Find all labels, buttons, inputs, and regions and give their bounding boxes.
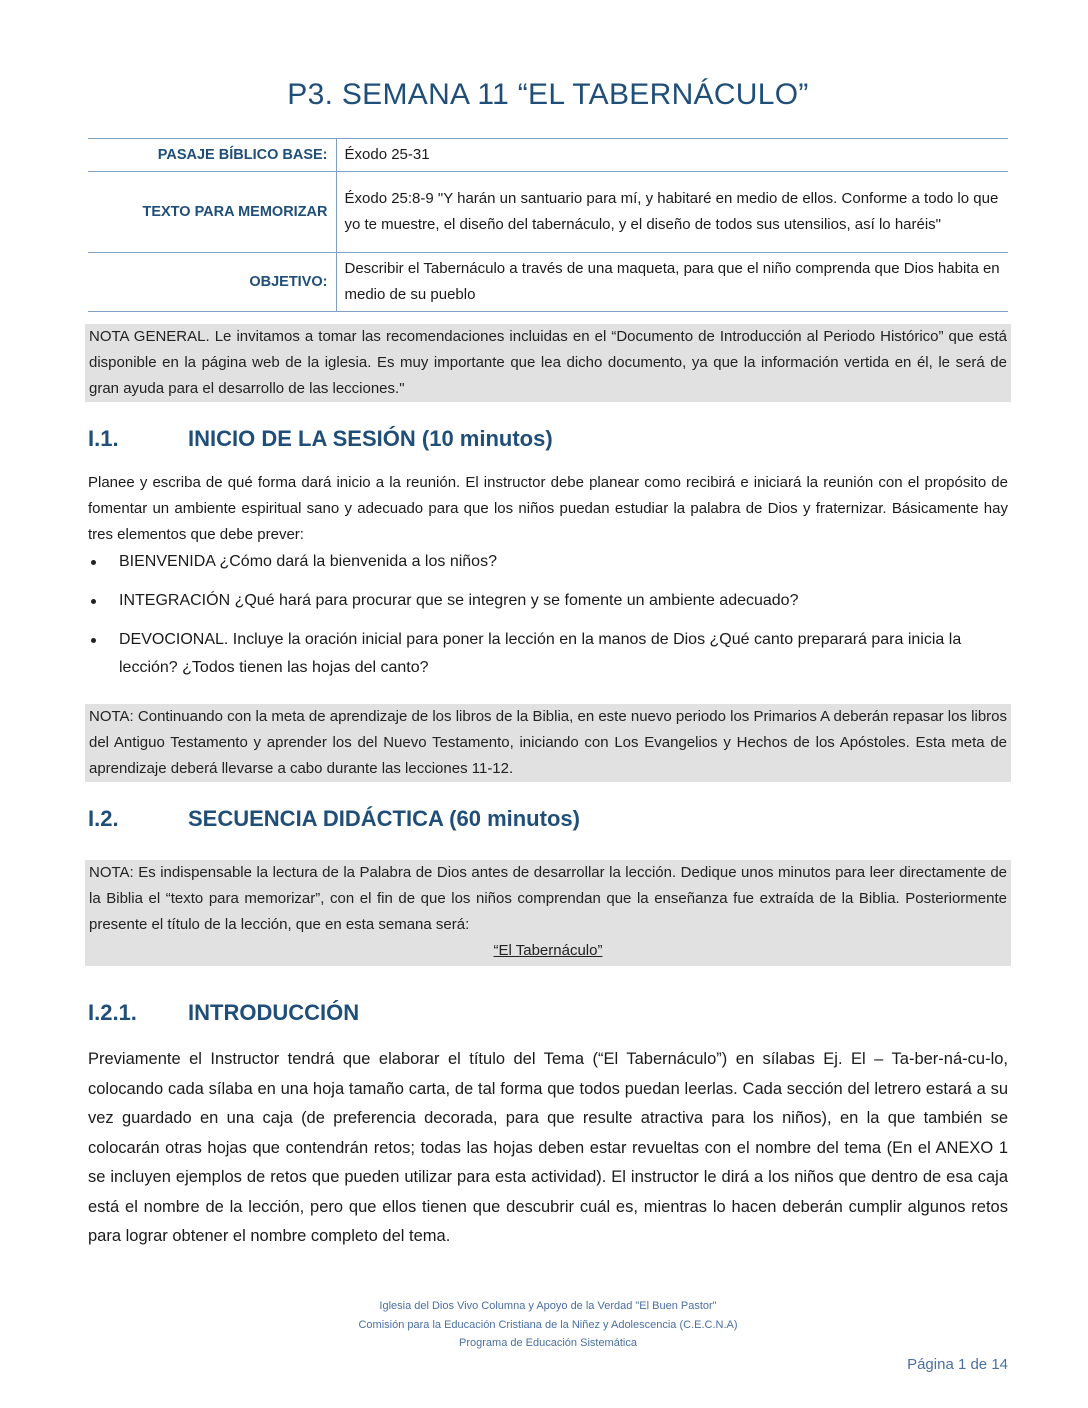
section-heading-inicio: [88, 426, 1008, 452]
introduction-paragraph: Previamente el Instructor tendrá que elaborar el título del Tema (“El Tabernáculo”) en sílabas Ej. El – Ta-ber-ná-cu-lo, colocando cada sílaba en una hoja tamaño carta, de tal forma que todos puedan leerlas. Cada sección del letrero estará a su vez guardado en una caja (de preferencia decorada, para que resulte atractiva para los niños), en la que también se colocarán otras hojas que contendrán retos; todas las hojas deben estar revueltas con el nombre del tema (En el ANEXO 1 se incluyen ejemplos de retos que pueden utilizar para esta actividad). El instructor le dirá a los niños que dentro de esa caja está el nombre de la lección, pero que ellos tienen que descubrir cuál es, mientras lo hacen deberán cumplir algunos retos para lograr obtener el nombre completo del tema.: [88, 1050, 1008, 1245]
books-note-text: NOTA: Continuando con la meta de aprendizaje de los libros de la Biblia, en este nuevo periodo los Primarios A deberán repasar los libros del Antiguo Testamento y aprender los del Nuevo Testamento, iniciando con Los Evangelios y Hechos de los Apóstoles. Esta meta de aprendizaje deberá llevarse a cabo durante las lecciones 11-12.: [89, 708, 1007, 777]
footer-church: Iglesia del Dios Vivo Columna y Apoyo de la Verdad "El Buen Pastor": [379, 1300, 717, 1312]
memory-text-label: TEXTO PARA MEMORIZAR: [88, 172, 336, 253]
memory-text-value: Éxodo 25:8-9 "Y harán un santuario para mí, y habitaré en medio de ellos. Conforme a todo lo que yo te muestre, el diseño del tabernáculo, y el diseño de todos sus utensilios, así lo haréis": [336, 172, 1008, 253]
list-item: DEVOCIONAL. Incluye la oración inicial para poner la lección en la manos de Dios ¿Qué canto preparará para inicia la lección? ¿Todos tienen las hojas del canto?: [88, 626, 1008, 682]
section-title: INTRODUCCIÓN: [188, 1000, 360, 1025]
footer-program: Programa de Educación Sistemática: [459, 1337, 637, 1349]
bullet-icon: [91, 638, 96, 643]
general-note-text: NOTA GENERAL. Le invitamos a tomar las recomendaciones incluidas en el “Documento de Introducción al Periodo Histórico” que está disponible en la página web de la iglesia. Es muy importante que lea dicho documento, ya que la información vertida en él, le será de gran ayuda para el desarrollo de las lecciones.": [89, 328, 1007, 397]
lesson-info-table: [88, 138, 1008, 312]
section-number: I.2.: [88, 806, 119, 831]
section-number: I.2.1.: [88, 1000, 137, 1025]
passage-label: PASAJE BÍBLICO BASE:: [88, 139, 336, 172]
page-number: Página 1 de 14: [907, 1356, 1008, 1373]
elements-list: [88, 548, 1008, 693]
list-item: INTEGRACIÓN ¿Qué hará para procurar que se integren y se fomente un ambiente adecuado?: [88, 587, 1008, 615]
bullet-icon: [91, 560, 96, 565]
section-title: SECUENCIA DIDÁCTICA (60 minutos): [188, 806, 580, 831]
general-note: [85, 324, 1011, 402]
bullet-icon: [91, 599, 96, 604]
table-row: [88, 139, 1008, 172]
passage-value: Éxodo 25-31: [336, 139, 1008, 172]
section-title: INICIO DE LA SESIÓN (10 minutos): [188, 426, 553, 451]
section-heading-secuencia: [88, 806, 1008, 832]
page-title: P3. SEMANA 11 “EL TABERNÁCULO”: [287, 78, 809, 111]
objective-label: OBJETIVO:: [88, 253, 336, 312]
section-paragraph: Planee y escriba de qué forma dará inicio a la reunión. El instructor debe planear como recibirá e iniciará la reunión con el propósito de fomentar un ambiente espiritual sano y adecuado para que los niños puedan estudiar la palabra de Dios y fraternizar. Básicamente hay tres elementos que debe prever:: [88, 474, 1008, 543]
page-footer: [88, 1297, 1008, 1353]
reading-note: [85, 860, 1011, 966]
section-number: I.1.: [88, 426, 119, 451]
reading-note-text: NOTA: Es indispensable la lectura de la Palabra de Dios antes de desarrollar la lección. Dedique unos minutos para leer directamente de la Biblia el “texto para memorizar”, con el fin de que los niños comprendan que la enseñanza fue extraída de la Biblia. Posteriormente presente el título de la lección, que en esta semana será:: [89, 864, 1007, 933]
books-note: [85, 704, 1011, 782]
list-item: BIENVENIDA ¿Cómo dará la bienvenida a los niños?: [88, 548, 1008, 576]
section-heading-introduccion: [88, 1000, 1008, 1026]
objective-value: Describir el Tabernáculo a través de una maqueta, para que el niño comprenda que Dios habita en medio de su pueblo: [336, 253, 1008, 312]
footer-commission: Comisión para la Educación Cristiana de la Niñez y Adolescencia (C.E.C.N.A): [358, 1318, 738, 1331]
lesson-title: “El Tabernáculo”: [493, 942, 603, 959]
table-row: [88, 172, 1008, 253]
table-row: [88, 253, 1008, 312]
